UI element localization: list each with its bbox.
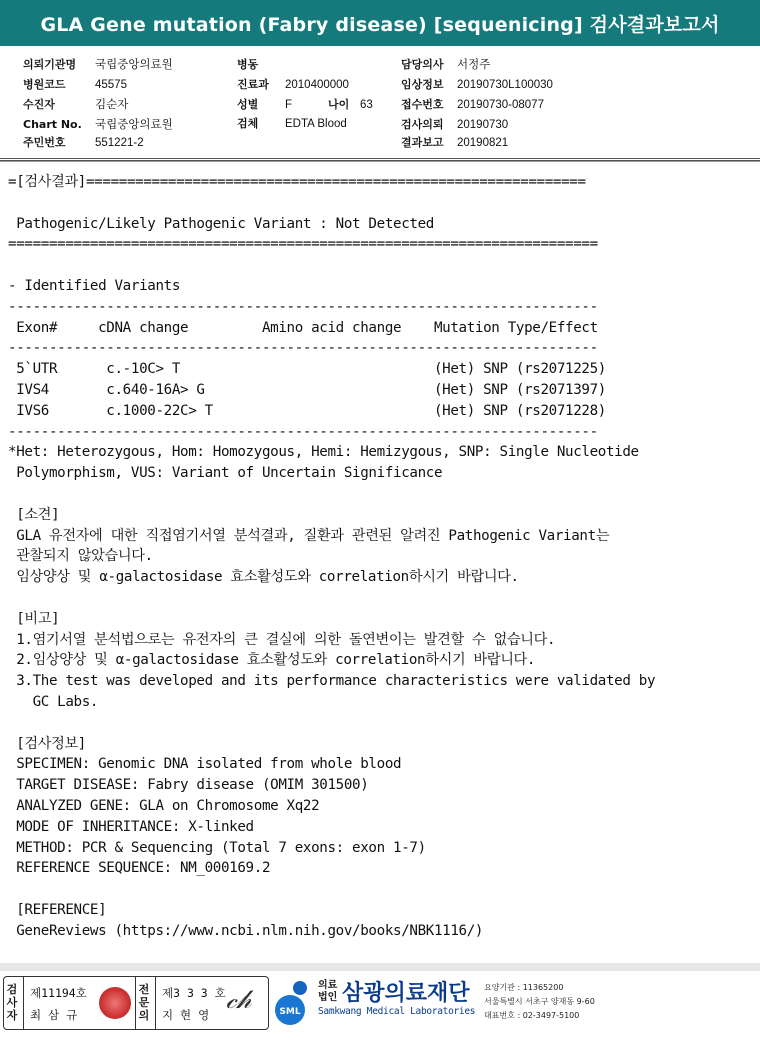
header-label: 나이 <box>328 98 350 111</box>
report-line: GC Labs. <box>8 693 99 710</box>
header-row <box>23 116 173 132</box>
header-value: 국립중앙의료원 <box>95 119 173 131</box>
header-label: Chart No. <box>23 118 82 131</box>
header-row <box>23 76 127 92</box>
header-divider-thin <box>0 161 760 162</box>
header-label: 접수번호 <box>401 98 444 111</box>
signature-icon: 𝒸𝒽 <box>226 985 252 1015</box>
report-line: GeneReviews (https://www.ncbi.nlm.nih.gov/books/NBK1116/) <box>8 922 484 939</box>
header-value: 김순자 <box>95 99 129 111</box>
org-info-line: 요양기관 : 11365200 <box>484 983 564 992</box>
report-body <box>8 172 756 941</box>
report-line: Pathogenic/Likely Pathogenic Variant : Not Detected <box>8 215 434 232</box>
report-line: [REFERENCE] <box>8 901 107 918</box>
report-line: MODE OF INHERITANCE: X-linked <box>8 818 254 835</box>
patient-info-header <box>0 46 760 158</box>
header-row <box>401 116 508 132</box>
report-line: 임상양상 및 α-galactosidase 효소활성도와 correlation하시기 바랍니다. <box>8 569 519 586</box>
header-label: 담당의사 <box>401 58 444 71</box>
report-line: =[검사결과]============================================================= <box>8 174 586 190</box>
org-info-line: 대표번호 : 02-3497-5100 <box>484 1011 580 1020</box>
report-title-bar <box>0 0 760 46</box>
header-label: 병원코드 <box>23 78 66 91</box>
specialist-name: 지 현 영 <box>162 1008 210 1022</box>
header-label: 성별 <box>237 98 259 111</box>
header-label: 결과보고 <box>401 136 444 149</box>
report-line: [검사정보] <box>8 735 86 752</box>
report-line: 1.염기서열 분석법으로는 유전자의 큰 결실에 의한 돌연변이는 발견할 수 없습니다. <box>8 631 556 648</box>
report-line: TARGET DISEASE: Fabry disease (OMIM 301500) <box>8 777 369 794</box>
header-value: 45575 <box>95 79 127 91</box>
header-label: 검사의뢰 <box>401 118 444 131</box>
header-row <box>237 115 347 131</box>
report-line: IVS4 c.640-16A> G (Het) SNP (rs2071397) <box>8 381 606 398</box>
header-row <box>23 56 173 72</box>
header-row <box>237 56 285 72</box>
header-row-age <box>328 96 373 112</box>
report-line: ------------------------------------------------------------------------ <box>8 298 598 315</box>
report-line: ------------------------------------------------------------------------ <box>8 340 598 357</box>
header-row <box>401 96 544 112</box>
header-row <box>237 76 349 92</box>
report-line <box>8 879 756 900</box>
report-line: REFERENCE SEQUENCE: NM_000169.2 <box>8 860 271 877</box>
report-title: GLA Gene mutation (Fabry disease) [sequenicing] 검사결과보고서 <box>40 13 720 36</box>
report-line: - Identified Variants <box>8 277 181 294</box>
header-label: 수진자 <box>23 98 55 111</box>
specialist-label-text: 전문의 <box>138 983 150 1022</box>
header-label: 검체 <box>237 117 259 130</box>
seal-stamp-icon <box>99 987 131 1019</box>
signature-box <box>3 976 269 1030</box>
header-value: 서정주 <box>457 59 491 71</box>
report-line: 3.The test was developed and its performance characteristics were validated by <box>8 673 656 690</box>
report-line: Polymorphism, VUS: Variant of Uncertain Significance <box>8 465 443 482</box>
report-line <box>8 484 756 505</box>
header-value: 551221-2 <box>95 137 144 149</box>
org-name: 삼광의료재단 <box>342 981 470 1006</box>
report-line: ======================================================================== <box>8 236 598 253</box>
org-prefix: 의료법인 <box>318 980 338 1003</box>
divider <box>23 977 24 1029</box>
report-line <box>8 255 756 276</box>
org-info-line: 서울특별시 서초구 양재동 9-60 <box>484 997 595 1006</box>
header-row <box>23 96 128 112</box>
header-value: EDTA Blood <box>285 118 347 130</box>
header-label: 주민번호 <box>23 136 66 149</box>
specialist-license-no: 제3 3 3 호 <box>162 986 226 1000</box>
header-row <box>401 76 553 92</box>
report-line: ANALYZED GENE: GLA on Chromosome Xq22 <box>8 797 320 814</box>
header-label: 진료과 <box>237 78 269 91</box>
report-line: *Het: Heterozygous, Hom: Homozygous, Hemi: Hemizygous, SNP: Single Nucleotide <box>8 444 639 461</box>
header-row <box>237 96 292 112</box>
report-line: ------------------------------------------------------------------------ <box>8 423 598 440</box>
report-line: 5`UTR c.-10C> T (Het) SNP (rs2071225) <box>8 361 606 378</box>
report-line: 관찰되지 않았습니다. <box>8 548 153 565</box>
examiner-license-no: 제11194호 <box>30 986 87 1000</box>
report-line: Exon# cDNA change Amino acid change Mutation Type/Effect <box>8 319 598 336</box>
header-row <box>401 134 508 150</box>
header-row <box>23 134 144 150</box>
report-line: GLA 유전자에 대한 직접염기서열 분석결과, 질환과 관련된 알려진 Pathogenic Variant는 <box>8 527 610 544</box>
specialist-label <box>138 983 152 1022</box>
header-value: 국립중앙의료원 <box>95 59 173 71</box>
header-value: F <box>285 99 293 111</box>
divider <box>155 977 156 1029</box>
report-line: [소견] <box>8 506 60 523</box>
examiner-label <box>6 983 20 1022</box>
header-value: 2010400000 <box>285 79 349 91</box>
divider <box>135 977 136 1029</box>
report-line: 2.임상양상 및 α-galactosidase 효소활성도와 correlation하시기 바랍니다. <box>8 652 536 669</box>
report-line <box>8 713 756 734</box>
sml-logo-icon <box>272 978 316 1026</box>
header-value: 63 <box>360 99 373 111</box>
header-value: 20190730L100030 <box>457 79 553 91</box>
examiner-label-text: 검사자 <box>6 983 18 1022</box>
examiner-name: 최 삼 규 <box>30 1008 78 1022</box>
footer-divider <box>0 963 760 971</box>
report-line: METHOD: PCR & Sequencing (Total 7 exons: exon 1-7) <box>8 839 426 856</box>
report-line: SPECIMEN: Genomic DNA isolated from whole blood <box>8 756 402 773</box>
header-label: 임상정보 <box>401 78 444 91</box>
header-row <box>401 56 490 72</box>
report-line <box>8 588 756 609</box>
header-value: 20190730 <box>457 119 509 131</box>
header-value: 20190730-08077 <box>457 99 544 111</box>
report-line: [비고] <box>8 610 60 627</box>
report-line <box>8 193 756 214</box>
org-english-name: Samkwang Medical Laboratories <box>318 1006 476 1017</box>
header-value: 20190821 <box>457 137 509 149</box>
header-label: 의뢰기관명 <box>23 58 77 71</box>
header-label: 병동 <box>237 58 259 71</box>
logo-text: SML <box>279 1007 301 1017</box>
report-line: IVS6 c.1000-22C> T (Het) SNP (rs2071228) <box>8 402 606 419</box>
